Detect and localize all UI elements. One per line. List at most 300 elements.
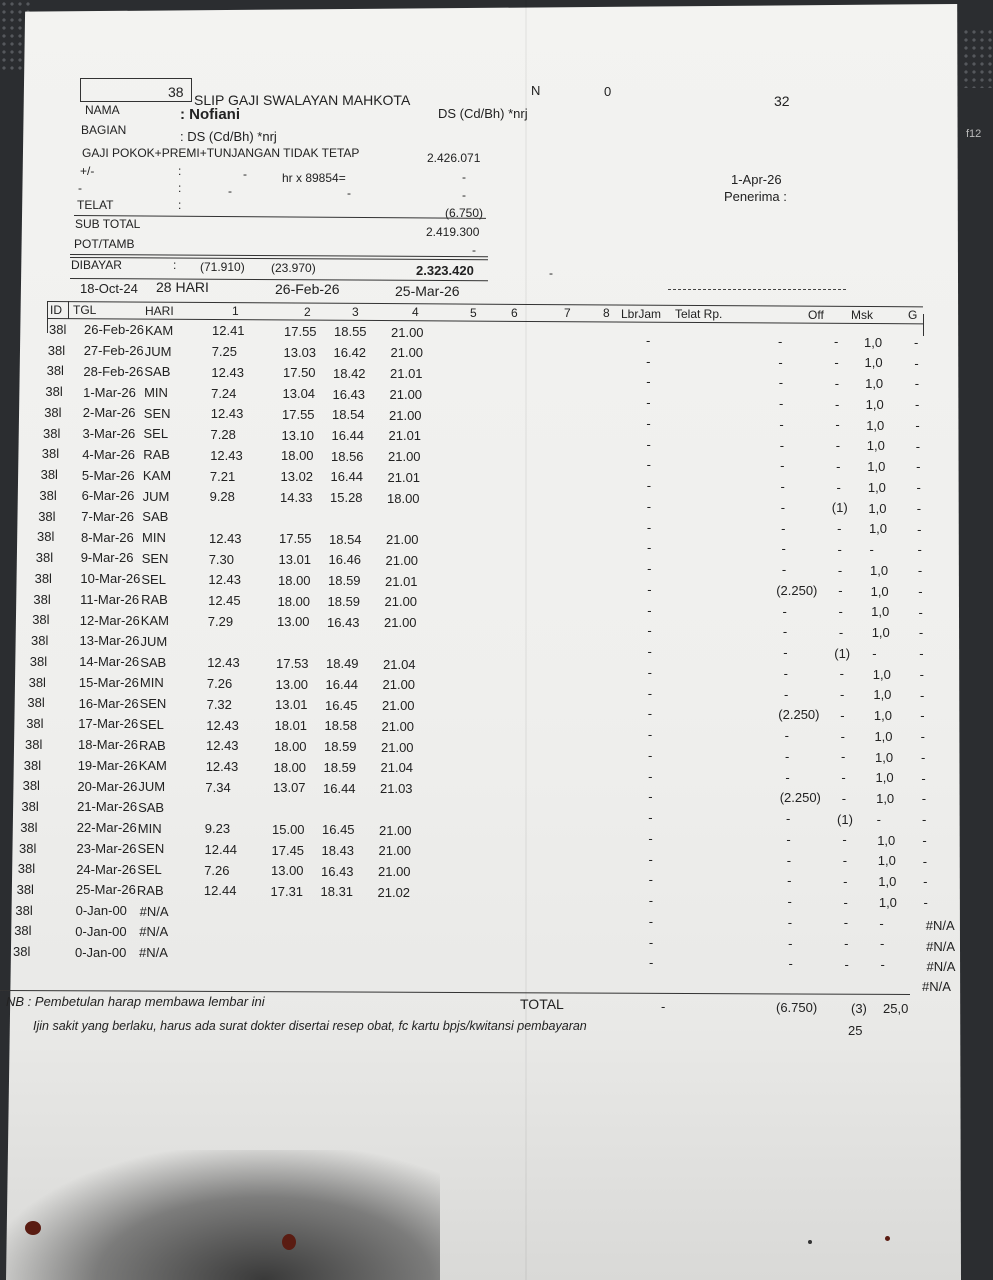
row-id: 38l [19, 840, 37, 856]
row-day: SEL [139, 716, 164, 732]
masuk-date: 18-Oct-24 [80, 281, 138, 296]
signature-line [668, 289, 846, 290]
row-time-1: 12.41 [212, 323, 245, 339]
row-g: - [923, 874, 928, 890]
row-day: KAM [140, 613, 169, 629]
row-time-3: 16.43 [321, 863, 354, 879]
bagian-label: BAGIAN [81, 123, 127, 137]
row-telat: - [782, 624, 788, 640]
note-text: Ijin sakit yang berlaku, harus ada surat dokter disertai resep obat, fc kartu bpjs/kwitansi pembayaran [33, 1019, 587, 1033]
row-id: 38l [33, 591, 51, 607]
row-day: MIN [144, 385, 168, 400]
row-g: - [920, 708, 925, 724]
row-time-1: 12.43 [210, 406, 244, 422]
column-header-col-2: 2 [304, 304, 311, 319]
row-msk: - [879, 936, 885, 952]
bagian-value: : DS (Cd/Bh) *nrj [180, 129, 277, 144]
row-lbrjam: - [646, 374, 651, 390]
row-id: 38l [25, 736, 43, 752]
row-day: SEN [143, 405, 171, 421]
row-id: 38l [16, 881, 34, 897]
row-time-1: 7.34 [205, 779, 231, 795]
row-g: - [914, 355, 919, 371]
row-id: 38l [23, 757, 42, 773]
row-telat: - [781, 520, 786, 536]
row-lbrjam: - [647, 540, 652, 556]
row-off: - [834, 375, 840, 391]
row-time-4: 21.01 [385, 573, 418, 589]
row-time-4: 21.04 [383, 656, 416, 672]
row-id: 38l [27, 695, 45, 711]
row-g: - [918, 583, 923, 599]
hand-shadow [0, 1150, 440, 1280]
row-day: SEN [137, 841, 165, 857]
date-right: 1-Apr-26 [731, 172, 782, 187]
row-day: KAM [138, 758, 167, 774]
row-lbrjam: - [647, 581, 652, 597]
row-lbrjam: - [646, 395, 651, 411]
row-date: 6-Mar-26 [81, 488, 135, 504]
row-telat: - [786, 852, 792, 868]
row-time-3: 18.59 [323, 759, 357, 775]
row-day: #N/A [139, 903, 169, 919]
row-time-3: 16.44 [330, 469, 364, 485]
row-lbrjam: - [648, 913, 654, 929]
row-msk: 1,0 [878, 894, 897, 910]
row-lbrjam: - [646, 478, 652, 494]
row-time-4: 21.00 [391, 324, 424, 340]
row-lbrjam: - [649, 955, 654, 971]
ds-label: DS (Cd/Bh) *nrj [438, 106, 528, 121]
row-lbrjam: - [648, 830, 653, 846]
row-time-2: 18.00 [278, 572, 311, 588]
row-time-4: 21.00 [378, 843, 412, 859]
row-lbrjam: - [646, 436, 651, 452]
row-day: SEL [137, 862, 162, 878]
subtotal-label: SUB TOTAL [75, 217, 141, 231]
row-off: - [838, 624, 844, 640]
row-telat: - [782, 603, 787, 619]
row-time-2: 17.45 [271, 842, 305, 858]
row-off: - [837, 521, 842, 537]
row-telat: - [779, 396, 784, 412]
row-time-2: 13.01 [278, 552, 312, 568]
total-label: TOTAL [520, 996, 564, 1012]
row-time-3: 16.44 [331, 428, 365, 443]
row-time-3: 16.43 [332, 386, 366, 402]
row-time-1: 12.43 [206, 738, 239, 754]
row-date: 9-Mar-26 [80, 550, 134, 566]
row-msk: 1,0 [867, 479, 886, 495]
row-lbrjam: - [648, 893, 654, 909]
row-time-1: 9.28 [209, 489, 235, 505]
column-header-col-8: 8 [603, 306, 610, 321]
row-g: #N/A [926, 938, 956, 954]
column-header-col-msk: Msk [851, 307, 873, 322]
row-time-3: 18.31 [320, 884, 354, 900]
row-time-3: 18.43 [321, 842, 355, 858]
column-header-col-g: G [908, 308, 918, 323]
row-telat: - [781, 541, 786, 557]
row-off: (1) [831, 500, 848, 516]
row-lbrjam: - [647, 602, 652, 618]
row-date: 19-Mar-26 [77, 757, 138, 773]
row-telat: - [778, 375, 784, 391]
row-date: 14-Mar-26 [79, 654, 140, 670]
row-time-3: 16.44 [323, 780, 356, 796]
row-off: - [841, 790, 847, 806]
row-msk: 1,0 [876, 791, 895, 807]
row-id: 38l [28, 674, 46, 690]
row-time-3: 16.42 [333, 345, 367, 361]
row-time-3: 18.58 [324, 718, 358, 734]
row-g: - [922, 832, 927, 848]
row-id: 38l [34, 570, 52, 586]
row-time-1: 7.21 [209, 468, 236, 484]
row-off: - [835, 438, 841, 454]
row-time-4: 21.00 [378, 864, 411, 880]
row-time-1: 7.26 [204, 862, 230, 878]
nama-label: NAMA [85, 103, 120, 117]
row-off: - [844, 956, 849, 972]
row-msk: 1,0 [871, 625, 890, 641]
n-label: N [531, 83, 541, 98]
row-off: - [843, 873, 848, 889]
row-telat: - [784, 728, 789, 744]
total-extra-g: #N/A [922, 979, 951, 994]
row-off: - [839, 666, 844, 682]
penerima-label: Penerima : [724, 189, 787, 204]
telat-value: (6.750) [445, 206, 484, 220]
total-off: (3) [851, 1001, 867, 1016]
row-off: - [836, 458, 841, 474]
gaji-value: 2.426.071 [427, 151, 481, 165]
column-header-col-1: 1 [232, 304, 239, 319]
row-time-4: 21.00 [385, 552, 419, 568]
row-off: - [843, 894, 848, 910]
row-date: 25-Mar-26 [75, 882, 136, 898]
period-start: 26-Feb-26 [275, 281, 340, 297]
row-id: 38l [49, 321, 67, 337]
row-date: 27-Feb-26 [83, 343, 144, 359]
row-time-4: 21.00 [379, 822, 412, 838]
row-time-4: 21.00 [381, 718, 415, 734]
row-day: SEN [141, 550, 169, 566]
row-g: - [917, 563, 923, 579]
row-g: - [919, 646, 924, 662]
row-g: - [921, 749, 926, 765]
row-lbrjam: - [647, 706, 653, 722]
row-time-1: 12.43 [209, 530, 242, 546]
row-time-3: 18.54 [332, 407, 365, 423]
row-lbrjam: - [647, 685, 653, 701]
plusminus-dash-a: - [243, 167, 247, 181]
row-date: 0-Jan-00 [75, 903, 127, 919]
row-day: #N/A [139, 924, 169, 940]
row-time-2: 13.00 [275, 676, 309, 692]
row-telat: - [780, 499, 786, 515]
row-off: - [842, 832, 847, 848]
nb-text: NB : Pembetulan harap membawa lembar ini [6, 994, 265, 1009]
row-g: - [915, 417, 920, 433]
row-g: - [917, 521, 922, 537]
row-id: 38l [32, 612, 50, 628]
paper-fold [525, 0, 527, 1280]
total-msk: 25,0 [883, 1001, 909, 1016]
nama-value: : Nofiani [180, 106, 240, 123]
row-day: SAB [144, 364, 171, 380]
row-time-3: 18.59 [328, 573, 361, 589]
column-header-col-7: 7 [564, 306, 571, 321]
row-off: - [837, 541, 842, 557]
row-g: - [918, 604, 923, 620]
row3-dash-a: - [78, 181, 82, 195]
column-header-col-hari: HARI [145, 303, 174, 318]
column-header-col-tgl: TGL [73, 303, 97, 318]
keyboard-key-f12: f12 [966, 128, 982, 140]
row-time-3: 16.46 [328, 552, 362, 568]
row-time-2: 17.55 [282, 406, 315, 422]
row-time-1: 12.43 [208, 572, 241, 588]
row-day: SEL [143, 426, 169, 442]
row-date: 3-Mar-26 [82, 426, 136, 441]
row-telat: - [783, 645, 788, 661]
row-time-2: 18.00 [274, 738, 307, 754]
row-time-2: 18.01 [274, 718, 308, 734]
row-telat: - [786, 811, 791, 827]
row-time-2: 13.03 [283, 344, 317, 360]
row-id: 38l [46, 363, 64, 379]
row-off: (1) [837, 811, 853, 827]
row-time-1: 7.32 [206, 696, 232, 712]
row-telat: - [788, 935, 793, 951]
row-time-2: 13.02 [280, 469, 314, 485]
row-telat: - [785, 769, 790, 785]
row-msk: 1,0 [875, 770, 894, 786]
row-time-1: 12.43 [211, 364, 244, 380]
row-time-2: 18.00 [277, 593, 311, 609]
row-off: - [837, 562, 843, 578]
dibayar-dash: - [549, 266, 553, 280]
row-day: MIN [137, 820, 162, 836]
row-id: 38l [44, 404, 62, 420]
row-off: (1) [834, 645, 851, 661]
row-time-4: 21.00 [389, 407, 422, 423]
id-col-divider [68, 301, 69, 319]
row-date: 0-Jan-00 [75, 923, 127, 939]
row-telat: - [786, 831, 791, 847]
row-day: JUM [142, 488, 170, 504]
row-lbrjam: - [646, 353, 651, 369]
row-day: JUM [144, 343, 172, 359]
row-time-4: 21.00 [388, 449, 421, 465]
row-g: - [916, 459, 921, 475]
row-g: - [919, 666, 924, 682]
row-id: 38l [37, 529, 55, 545]
row-telat: - [779, 437, 785, 453]
row-telat: - [780, 458, 785, 474]
row-time-4: 21.01 [388, 428, 422, 444]
row-day: RAB [141, 592, 168, 608]
row-date: 20-Mar-26 [77, 778, 138, 794]
row-date: 15-Mar-26 [78, 674, 139, 690]
row-time-4: 21.03 [380, 781, 413, 797]
row-id: 38l [21, 799, 39, 815]
row-time-4: 21.01 [387, 469, 421, 485]
row-date: 23-Mar-26 [76, 840, 137, 856]
gaji-label: GAJI POKOK+PREMI+TUNJANGAN TIDAK TETAP [82, 146, 360, 160]
row-off: - [834, 355, 839, 371]
row-lbrjam: - [648, 789, 653, 805]
row-g: - [914, 334, 919, 350]
total-telat: (6.750) [776, 1000, 818, 1015]
row-time-3: 18.56 [331, 448, 364, 464]
row-date: 8-Mar-26 [81, 529, 134, 545]
row-off: - [838, 583, 843, 599]
row-g: - [915, 397, 920, 413]
dibayar-sub1: (71.910) [200, 260, 245, 274]
row-off: - [841, 749, 846, 765]
row-lbrjam: - [648, 934, 654, 950]
row-msk: 1,0 [875, 749, 894, 765]
row-time-2: 14.33 [280, 489, 313, 505]
row-time-4: 21.00 [384, 615, 417, 631]
row-id: 38l [15, 902, 33, 918]
row-off: - [840, 728, 845, 744]
row-off: - [836, 479, 841, 495]
row-day: MIN [142, 530, 166, 546]
row-id: 38l [17, 861, 36, 877]
row-date: 17-Mar-26 [78, 716, 139, 732]
row-g: - [916, 500, 922, 516]
row-time-2: 17.55 [284, 323, 317, 339]
row-msk: - [872, 645, 877, 661]
row-off: - [844, 936, 849, 952]
row-msk: 1,0 [864, 334, 883, 350]
row-date: 22-Mar-26 [76, 820, 137, 836]
row-time-1: 12.44 [204, 841, 238, 857]
row-time-1: 12.45 [208, 593, 241, 608]
row-lbrjam: - [647, 623, 652, 639]
row-msk: 1,0 [864, 355, 883, 371]
row-date: 2-Mar-26 [82, 405, 136, 421]
row-time-1: 7.28 [210, 427, 236, 443]
dibayar-sub2: (23.970) [271, 261, 316, 275]
row-id: 38l [38, 508, 56, 524]
row-lbrjam: - [648, 810, 653, 826]
row-msk: 1,0 [873, 708, 892, 724]
row-date: 16-Mar-26 [78, 695, 139, 711]
row-time-3: 15.28 [330, 490, 363, 506]
row-day: RAB [136, 882, 164, 898]
row-time-1: 12.44 [203, 883, 237, 899]
row-telat: - [783, 686, 789, 702]
row-time-4: 21.00 [381, 739, 414, 755]
row-g: - [922, 853, 928, 869]
row3-dash-c: - [347, 186, 351, 200]
row-msk: - [880, 957, 885, 973]
row-lbrjam: - [647, 727, 653, 743]
row-g: - [918, 625, 924, 641]
row-off: - [840, 707, 845, 723]
row-lbrjam: - [646, 457, 651, 473]
row-date: 24-Mar-26 [76, 861, 137, 877]
row-time-3: 18.55 [334, 324, 367, 340]
row-time-1: 7.30 [208, 551, 234, 567]
column-header-col-telat: Telat Rp. [675, 306, 723, 321]
row-day: #N/A [139, 945, 168, 961]
row-time-3: 18.59 [327, 593, 361, 609]
row-telat: - [781, 562, 787, 578]
row-g: #N/A [925, 917, 955, 933]
row-day: JUM [140, 633, 168, 649]
plusminus-colon: : [178, 164, 182, 178]
row-telat: - [778, 333, 783, 349]
row-g: #N/A [926, 959, 956, 975]
row-id: 38l [14, 923, 32, 939]
row-g: - [921, 791, 927, 807]
row-time-1: 7.25 [211, 344, 237, 360]
row-lbrjam: - [647, 561, 652, 577]
row-time-4: 18.00 [387, 490, 420, 506]
row-time-2: 13.07 [273, 780, 306, 796]
row-id: 38l [41, 446, 60, 462]
row-msk: 1,0 [878, 874, 897, 890]
row-g: - [923, 895, 928, 911]
row-date: 26-Feb-26 [84, 322, 144, 338]
row-telat: - [778, 354, 783, 370]
row-time-1: 12.43 [210, 447, 243, 463]
row-lbrjam: - [647, 644, 652, 660]
row-day: SAB [138, 799, 165, 815]
row-off: - [843, 915, 849, 931]
row-off: - [835, 417, 840, 433]
row-telat: (2.250) [776, 582, 818, 598]
row-id: 38l [31, 633, 49, 649]
row-date: 28-Feb-26 [83, 363, 144, 379]
telat-colon: : [178, 198, 182, 212]
row-time-2: 13.04 [282, 386, 316, 402]
row-day: KAM [145, 322, 174, 338]
dibayar-value: 2.323.420 [416, 263, 474, 278]
row-msk: - [869, 542, 874, 558]
row-date: 18-Mar-26 [78, 737, 138, 753]
row-id: 38l [26, 716, 44, 732]
code-right: 32 [774, 93, 790, 109]
row-date: 7-Mar-26 [81, 509, 135, 524]
subtotal-value: 2.419.300 [426, 225, 480, 239]
row-off: - [839, 687, 845, 703]
row-time-1: 12.43 [207, 655, 240, 671]
row-id: 38l [39, 487, 57, 503]
row-g: - [915, 438, 921, 454]
row-date: 4-Mar-26 [82, 446, 135, 462]
row-time-4: 21.00 [382, 698, 415, 714]
row-day: SEL [141, 571, 166, 587]
row-msk: 1,0 [865, 376, 884, 392]
plusminus-dash-b: - [462, 170, 466, 184]
stain-spot [885, 1236, 890, 1241]
row-date: 13-Mar-26 [79, 633, 140, 649]
row-msk: 1,0 [866, 417, 885, 433]
row-time-2: 15.00 [272, 821, 305, 837]
total-lbr: - [661, 999, 666, 1014]
column-header-col-id: ID [50, 303, 62, 317]
row-day: MIN [139, 675, 164, 691]
row-date: 0-Jan-00 [75, 944, 127, 960]
row-telat: - [780, 479, 785, 495]
row-msk: 1,0 [866, 438, 885, 454]
